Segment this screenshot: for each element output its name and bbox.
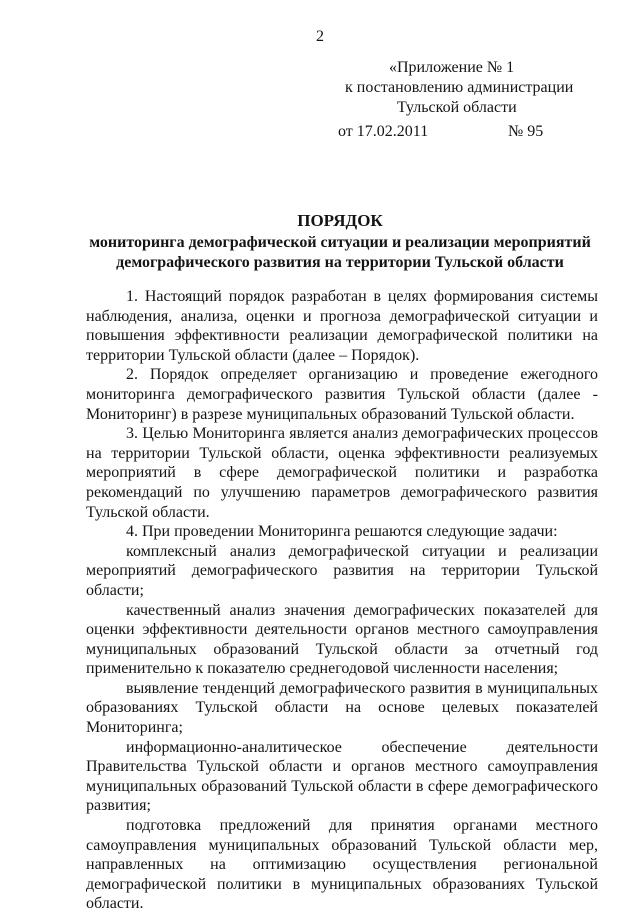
paragraph-3: 3. Целью Мониторинга является анализ демографических процессов на территории Тульской области, оценка эффективности реализуемых мероприятий в сфере демографической политики и разработка рекомендаций по улучшению параметров демографического развития Тульской области. <box>86 425 598 521</box>
resolution-date: от 17.02.2011 <box>338 123 429 140</box>
page-number: 2 <box>316 28 324 45</box>
task-item-1: комплексный анализ демографической ситуации и реализации мероприятий демографического развития на территории Тульской области; <box>86 542 598 599</box>
paragraph-2: 2. Порядок определяет организацию и проведение ежегодного мониторинга демографического развития Тульской области (далее - Мониторинг) в разрезе муниципальных образований Тульской области. <box>86 366 598 423</box>
appendix-region: Тульской области <box>397 99 517 116</box>
paragraph-4: 4. При проведении Мониторинга решаются следующие задачи: <box>126 523 558 541</box>
task-item-4: информационно-аналитическое обеспечение деятельности Правительства Тульской области и органов местного самоуправления муниципальных образований Тульской области в сфере демографического развития; <box>86 738 598 815</box>
paragraph-1: 1. Настоящий порядок разработан в целях формирования системы наблюдения, анализа, оценки и прогноза демографической ситуации и повышения эффективности реализации демографической политики на территории Тульской области (далее – Порядок). <box>86 288 598 364</box>
task-item-3: выявление тенденций демографического развития в муниципальных образованиях Тульской области на основе целевых показателей Мониторинга; <box>86 679 598 737</box>
document-body <box>86 287 598 914</box>
resolution-date-line <box>338 123 558 141</box>
title-subtitle: мониторинга демографической ситуации и реализации мероприятий демографического развития на территории Тульской области <box>89 234 591 271</box>
document-title <box>70 211 610 273</box>
appendix-reference: к постановлению администрации <box>345 79 574 96</box>
task-item-5: подготовка предложений для принятия органами местного самоуправления муниципальных образований Тульской области мер, направленных на оптимизацию осуществления региональной демографической политики в муниципальных образованиях Тульской области. <box>86 817 598 913</box>
resolution-number: № 95 <box>508 123 544 140</box>
title-heading: ПОРЯДОК <box>297 211 383 230</box>
appendix-header <box>345 58 605 118</box>
task-item-2: качественный анализ значения демографических показателей для оценки эффективности деятельности органов местного самоуправления муниципальных образований Тульской области за отчетный год применительно к показателю среднегодовой численности населения; <box>86 601 598 678</box>
appendix-title: «Приложение № 1 <box>389 59 515 76</box>
